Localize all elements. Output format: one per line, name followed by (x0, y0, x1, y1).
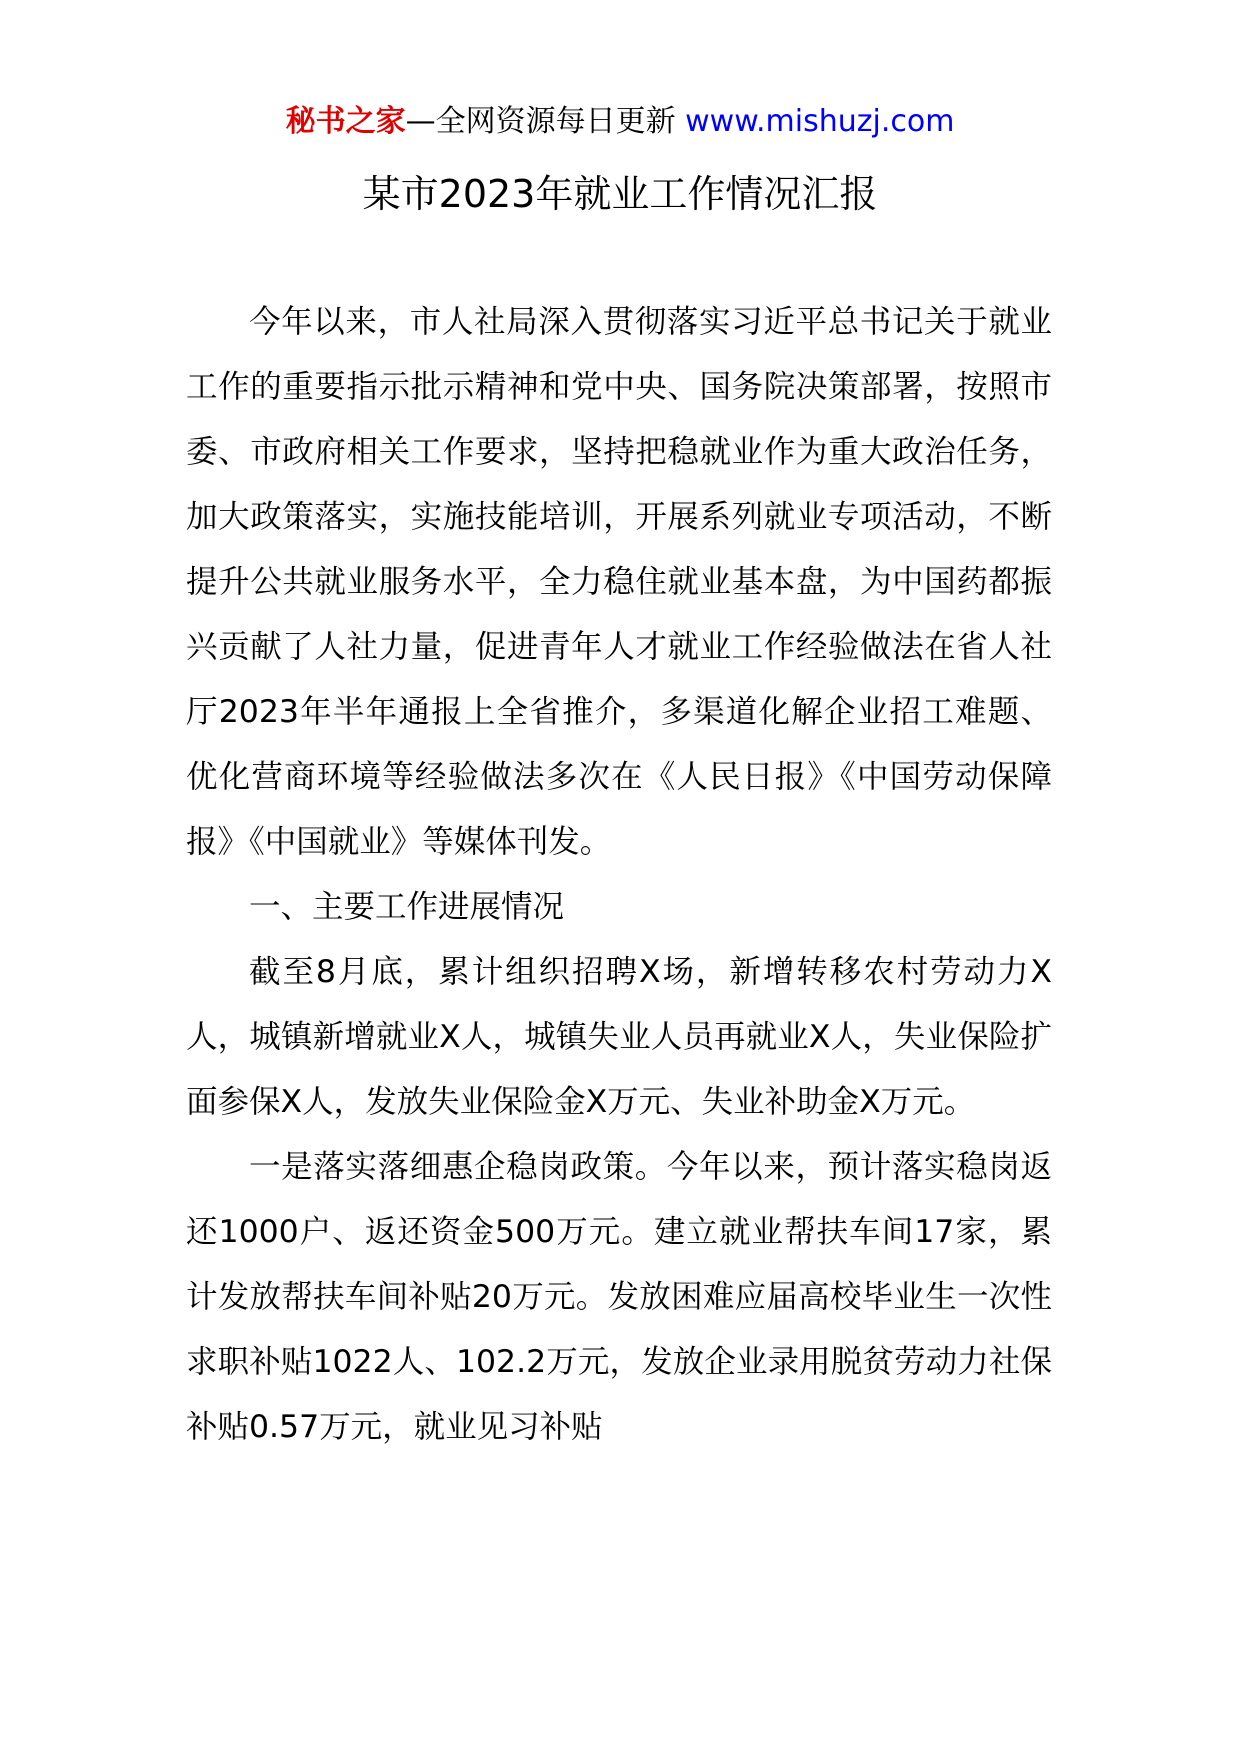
brand-name: 秘书之家 (285, 104, 406, 139)
paragraph-policy: 一是落实落细惠企稳岗政策。今年以来，预计落实稳岗返还1000户、返还资金500万元。建立就业帮扶车间17家，累计发放帮扶车间补贴20万元。发放困难应届高校毕业生一次性求职补贴1022人、102.2万元，发放企业录用脱贫劳动力社保补贴0.57万元，就业见习补贴 (186, 1149, 1052, 1445)
paragraph-progress: 截至8月底，累计组织招聘X场，新增转移农村劳动力X人，城镇新增就业X人，城镇失业人员再就业X人，失业保险扩面参保X人，发放失业保险金X万元、失业补助金X万元。 (186, 954, 1052, 1120)
document-body (186, 290, 1052, 1460)
document-title: 某市2023年就业工作情况汇报 (362, 172, 878, 216)
section-heading: 一、主要工作进展情况 (249, 889, 565, 925)
watermark-header (0, 100, 1240, 144)
brand-tagline: —全网资源每日更新 (405, 104, 676, 139)
paragraph-intro: 今年以来，市人社局深入贯彻落实习近平总书记关于就业工作的重要指示批示精神和党中央、国务院决策部署，按照市委、市政府相关工作要求，坚持把稳就业作为重大政治任务，加大政策落实，实施技能培训，开展系列就业专项活动，不断提升公共就业服务水平，全力稳住就业基本盘，为中国药都振兴贡献了人社力量，促进青年人才就业工作经验做法在省人社厅2023年半年通报上全省推介，多渠道化解企业招工难题、优化营商环境等经验做法多次在《人民日报》《中国劳动保障报》《中国就业》等媒体刊发。 (186, 304, 1052, 860)
brand-url-link[interactable]: www.mishuzj.com (685, 104, 955, 139)
